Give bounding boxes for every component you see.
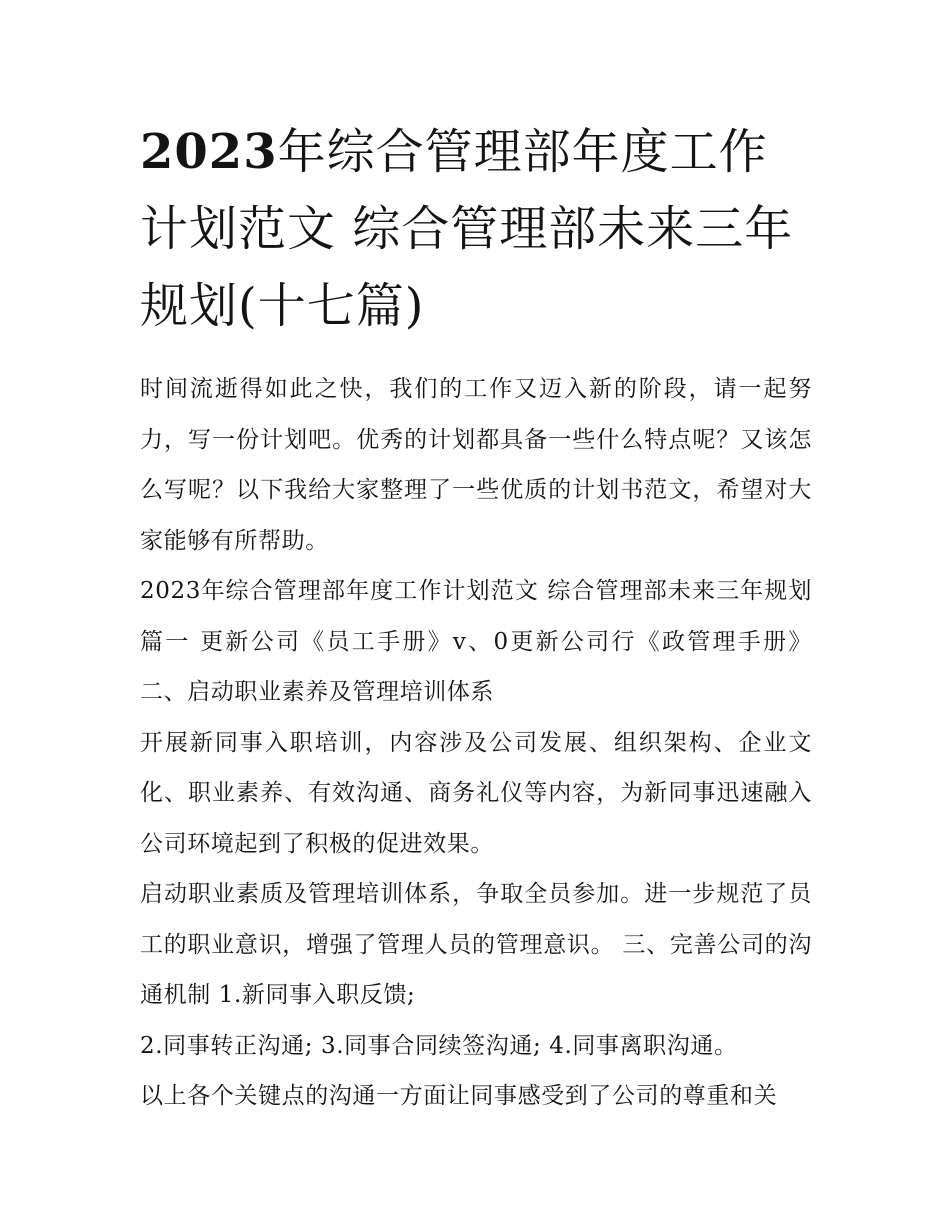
paragraph-communication-summary: 以上各个关键点的沟通一方面让同事感受到了公司的尊重和关 [140, 1083, 778, 1109]
paragraph-section-one: 2023年综合管理部年度工作计划范文 综合管理部未来三年规划篇一 更新公司《员工手册》v、0更新公司行《政管理手册》 二、启动职业素养及管理培训体系 [140, 578, 812, 705]
paragraph-training: 开展新同事入职培训，内容涉及公司发展、组织架构、企业文化、职业素养、有效沟通、商务礼仪等内容，为新同事迅速融入公司环境起到了积极的促进效果。 [140, 729, 812, 857]
title-year: 2023 [140, 124, 278, 180]
document-body [140, 364, 812, 1122]
document-title [140, 114, 812, 345]
paragraph-training-system: 启动职业素质及管理培训体系，争取全员参加。进一步规范了员工的职业意识，增强了管理人员的管理意识。 三、完善公司的沟通机制 1.新同事入职反馈; [140, 881, 812, 1008]
paragraph-intro: 时间流逝得如此之快，我们的工作又迈入新的阶段，请一起努力，写一份计划吧。优秀的计划都具备一些什么特点呢？又该怎么写呢？以下我给大家整理了一些优质的计划书范文，希望对大家能够有所帮助。 [140, 376, 812, 554]
document-page [140, 114, 812, 1122]
title-text: 年综合管理部年度工作计划范文 综合管理部未来三年规划(十七篇) [140, 124, 794, 334]
paragraph-communication-list: 2.同事转正沟通; 3.同事合同续签沟通; 4.同事离职沟通。 [140, 1032, 738, 1059]
